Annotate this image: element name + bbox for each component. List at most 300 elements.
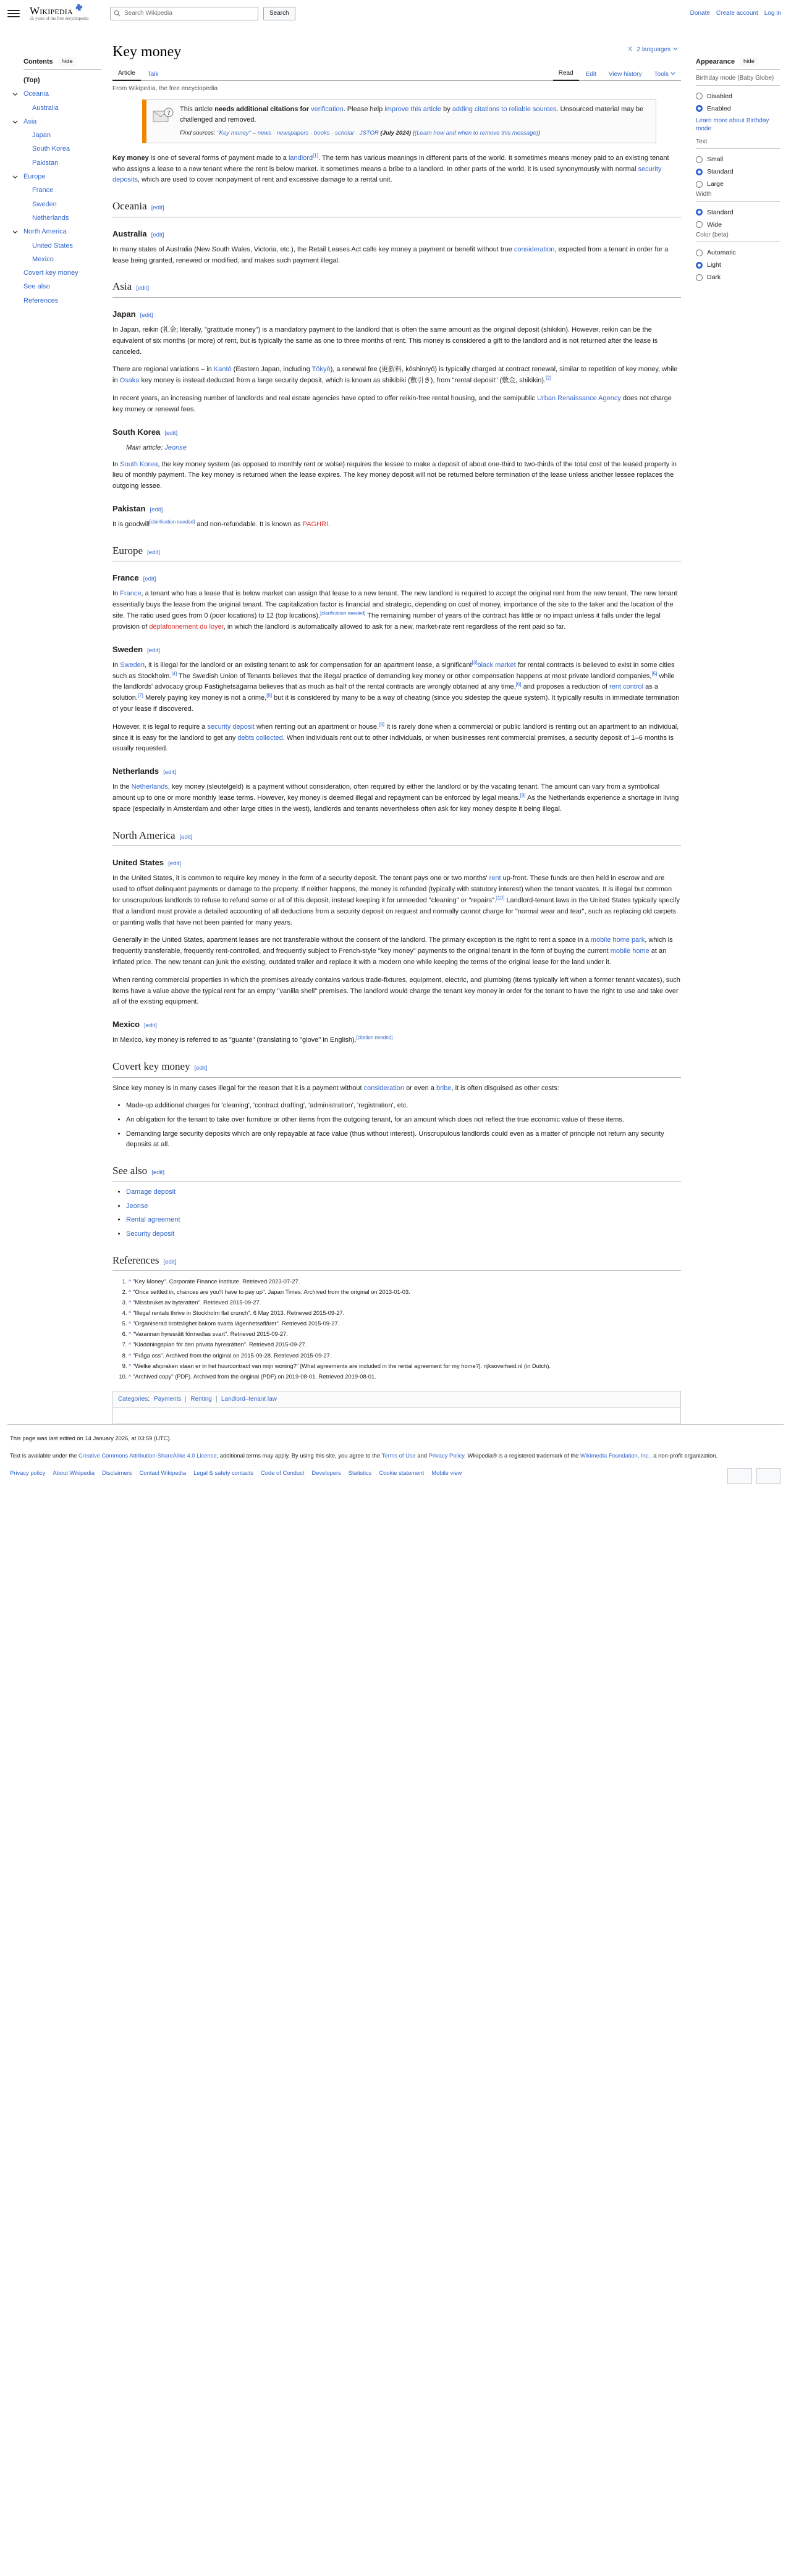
table-of-contents (7, 27, 101, 308)
mobile-home-park-link[interactable]: mobile home park (590, 936, 645, 944)
wikimedia-foundation-link[interactable]: Wikimedia Foundation, Inc. (580, 1451, 651, 1459)
security-deposits-link[interactable]: security deposits (112, 165, 662, 184)
site-header (0, 0, 791, 27)
page-body (0, 27, 791, 1424)
france-paragraph: In France, a tenant who has a lease that is below market can assign that lease to a new tenant. The new landlord is required to accept the original rent from the new tenant. The new tenant essentially buys the lease from the original tenant. The capitalization factor is financial and strategic, depending on cost of money, importance of the site to the taker and the location of the site. The ratio used goes from 0 (poor locations) to 12 (top locations).[clarification needed] The remaining number of years of the contract has little or no impact unless it falls under the legal provision of déplafonnement du loyer, in which the landlord is automatically allowed to ask for a new, market-rate rent regardless of the rent paid so far. (112, 590, 677, 631)
toc-item (7, 294, 101, 308)
footer-link[interactable]: Developers (311, 1469, 341, 1476)
radio-button[interactable] (696, 169, 703, 175)
tools-label: Tools (654, 70, 669, 78)
covert-paragraph: Since key money is in many cases illegal for the reason that it is a payment without consideration or even a bribe, it is often disguised as other costs: (112, 1084, 559, 1092)
category-item (216, 1396, 281, 1403)
jeonse-link[interactable]: Jeonse (164, 443, 187, 451)
sweden-paragraph-2: However, it is legal to require a security deposit when renting out an apartment or house.[8] It is rarely done when a commercial or public landlord is renting out an apartment to an individual, since it is easy for the landlord to get any debts collected. When individuals rent out to other individuals, or when businesses rent commercial premises, a security deposit of 1–6 months is usually requested. (112, 721, 679, 753)
find-books-link[interactable]: books (313, 129, 330, 136)
license-text: Text is available under the Creative Commons Attribution-ShareAlike 4.0 License; additional terms may apply. By using this site, you agree to the Terms of Use and Privacy Policy. Wikipedia® is a registered trademark of the Wikimedia Foundation, Inc., a non-profit organization. (10, 1451, 717, 1459)
appearance-divider (696, 241, 780, 242)
search-input[interactable] (110, 7, 258, 20)
site-subtitle: From Wikipedia, the free encyclopedia (112, 85, 218, 92)
radio-button[interactable] (696, 156, 703, 163)
heading-sweden: Sweden [edit] (112, 643, 681, 656)
toc-link-covert-key-money[interactable]: Covert key money (23, 269, 78, 277)
clarification-needed-france[interactable]: [clarification needed] (320, 610, 366, 616)
heading-asia: Asia [edit] (112, 278, 681, 298)
toc-link-oceania[interactable]: Oceania (23, 90, 49, 98)
footer-links (10, 1468, 462, 1478)
footer-link[interactable]: Mobile view (431, 1469, 462, 1476)
heading-australia: Australia [edit] (112, 227, 681, 240)
view-tabs (553, 67, 681, 80)
reference-item (129, 1298, 681, 1307)
notice-date: (July 2024) (380, 129, 412, 136)
see-also-link[interactable]: Jeonse (126, 1202, 148, 1210)
radio-button[interactable] (696, 250, 703, 256)
footer-link[interactable]: Contact Wikipedia (139, 1469, 187, 1476)
find-jstor-link[interactable]: JSTOR (359, 129, 379, 136)
toc-link-australia[interactable]: Australia (32, 104, 59, 112)
edit-section-pakistan[interactable]: [edit] (150, 506, 163, 513)
edit-section-covert[interactable]: [edit] (194, 1065, 208, 1072)
reference-item (129, 1319, 681, 1328)
appearance-option-label: Light (707, 261, 721, 269)
ref-backlink[interactable]: ^ (129, 1309, 133, 1317)
toc-item (7, 87, 101, 101)
japan-paragraph-1: In Japan, reikin (礼金; literally, "gratitude money") is a mandatory payment to the landlord that is often the same amount as the original deposit (shikikin). However, reikin can be the equivalent of six months (or more) of rent, but is typically the same as one to three months of rent. This money is considered a gift to the landlord and is not returned after the lease is canceled. (112, 325, 658, 356)
reference-item (129, 1277, 681, 1286)
radio-button[interactable] (696, 181, 703, 188)
appearance-option-label: Large (707, 180, 724, 188)
reference-text: "Once settled in, chances are you'll have to pay up". Japan Times. Archived from the original on 2013-01-03. (133, 1288, 410, 1296)
site-footer (7, 1424, 784, 1503)
edit-section-oceania[interactable]: [edit] (151, 204, 164, 212)
appearance-panel (692, 27, 784, 283)
appearance-option-large[interactable] (692, 178, 784, 190)
footer-link[interactable]: Code of Conduct (261, 1469, 305, 1476)
verification-link[interactable]: verification (311, 105, 344, 113)
pakistan-paragraph: It is goodwill[clarification needed] and non-refundable. It is known as PAGHRI. (112, 519, 331, 528)
find-prefix: Find sources: (180, 129, 218, 136)
black-market-link[interactable]: black market (477, 661, 516, 669)
chevron-down-icon (673, 46, 678, 53)
find-scholar-link[interactable]: scholar (335, 129, 355, 136)
toc-divider (23, 69, 101, 70)
tab-read[interactable]: Read (553, 67, 579, 81)
reference-text: "Kladdningsplan för den privata hyresrätten". Retrieved 2015-09-27. (133, 1341, 307, 1348)
remove-message-note: ((Learn how and when to remove this message)) (412, 129, 541, 136)
tab-tools[interactable] (649, 69, 681, 81)
terms-of-use-link[interactable]: Terms of Use (381, 1451, 416, 1459)
categories-label[interactable]: Categories (118, 1395, 148, 1403)
reference-list (112, 1277, 681, 1380)
toc-link-europe[interactable]: Europe (23, 173, 46, 181)
see-also-list (112, 1187, 681, 1240)
appearance-divider (696, 69, 780, 70)
ref-7[interactable]: [7] (137, 692, 143, 699)
reference-item (129, 1351, 681, 1360)
netherlands-paragraph: In the Netherlands, key money (sleutelgeld) is a payment without consideration, often required by either the landlord or by the vacating tenant. The amount can vary from a symbolical amount up to one or more monthly lease terms. However, key money is deemed illegal and repayment can be enforced by legal means.[9] As the Netherlands experience a shortage in living space (especially in Amsterdam and other large cities in the west), landlords and tenants nevertheless often ask for key money despite it being illegal. (112, 783, 679, 813)
donate-link[interactable]: Donate (690, 10, 710, 17)
radio-button[interactable] (696, 105, 703, 112)
appearance-option-label: Dark (707, 274, 721, 281)
toc-list (7, 73, 101, 308)
toc-item (7, 183, 101, 197)
remove-message-link[interactable]: (Learn how and when to remove this message) (415, 129, 538, 136)
user-links (690, 10, 784, 17)
appearance-option-standard[interactable] (692, 206, 784, 219)
appearance-option-label: Small (707, 156, 724, 163)
appearance-group-label: Color (beta) (696, 231, 729, 238)
ref-backlink[interactable]: ^ (129, 1330, 133, 1338)
paghri-link[interactable]: PAGHRI (302, 521, 328, 528)
notice-line-d: . Unsourced material may be challenged and removed. (180, 105, 644, 124)
radio-button[interactable] (696, 93, 703, 99)
edit-section-south-korea[interactable]: [edit] (164, 429, 178, 437)
svg-text:?: ? (167, 109, 171, 117)
heading-japan: Japan [edit] (112, 308, 681, 321)
footer-badges (727, 1468, 781, 1484)
tab-view-history[interactable]: View history (608, 70, 642, 78)
see-also-link[interactable]: Rental agreement (126, 1216, 180, 1224)
list-item (126, 1187, 681, 1198)
reference-item (129, 1372, 681, 1381)
toc-item (7, 128, 101, 142)
list-item: • Made-up additional charges for 'cleaning', 'contract drafting', 'administration', 'registration', etc. (126, 1101, 681, 1112)
security-deposit-link[interactable]: security deposit (207, 723, 255, 731)
main-menu-icon[interactable] (7, 7, 20, 20)
appearance-group-label: Birthday mode (Baby Globe) (696, 75, 774, 82)
reference-text: "Key Money". Corporate Finance Institute. Retrieved 2023-07-27. (133, 1278, 300, 1285)
heading-see-also: See also [edit] (112, 1162, 681, 1182)
reference-text: "Fråga oss". Archived from the original on 2015-09-28. Retrieved 2015-09-27. (133, 1351, 332, 1359)
appearance-hide-button[interactable]: hide (740, 57, 758, 66)
chevron-down-icon[interactable] (12, 229, 18, 235)
category-link[interactable]: Payments (153, 1395, 182, 1403)
find-newspapers-link[interactable]: newspapers (276, 129, 309, 136)
list-item: • An obligation for the tenant to take over furniture or other items from the outgoing tenant, for an amount which does not reflect the true economic value of these items. (126, 1115, 681, 1126)
heading-france: France [edit] (112, 571, 681, 584)
toc-item (7, 239, 101, 253)
rent-link[interactable]: rent (489, 875, 501, 883)
radio-button[interactable] (696, 209, 703, 216)
notice-icon (153, 104, 174, 127)
chevron-down-icon[interactable] (12, 119, 18, 125)
appearance-header (692, 57, 784, 69)
appearance-option-standard[interactable] (692, 166, 784, 178)
improve-article-link[interactable]: improve this article (384, 105, 442, 113)
reference-text: "Illegal rentals thrive in Stockholm flat crunch". 6 May 2013. Retrieved 2015-09-27. (133, 1309, 345, 1317)
hidden-categories-area (112, 1408, 681, 1424)
license-link[interactable]: Creative Commons Attribution-ShareAlike 4.0 License (78, 1451, 217, 1459)
japan-paragraph-2: There are regional variations – in Kantō (Eastern Japan, including Tōkyō), a renewal fee (更新料, kōshinryō) is typically charged at contract renewal, similar to repetition of key money, while in Osaka key money is instead deducted from a large security deposit, which is known as shikibiki (敷引き), from "rental deposit" (敷金, shikikin).[2] (112, 366, 678, 385)
landlord-link[interactable]: landlord (288, 154, 313, 162)
edit-section-japan[interactable]: [edit] (140, 311, 153, 319)
reference-text: "Missbruket av byteratten". Retrieved 2015-09-27. (133, 1299, 261, 1306)
ref-backlink[interactable]: ^ (129, 1278, 133, 1285)
appearance-groups (692, 74, 784, 283)
last-edited-text: This page was last edited on 14 January 2026, at 03:59 (UTC). (10, 1434, 172, 1441)
ref-9[interactable]: [9] (520, 792, 526, 799)
covert-list (112, 1101, 681, 1150)
wikimedia-badge[interactable] (727, 1468, 752, 1484)
hatnote-main-article: Main article: Jeonse (126, 443, 187, 451)
appearance-option-light[interactable] (692, 259, 784, 271)
categories-bar: Categories: Payments Renting Landlord–tenant law (112, 1391, 681, 1408)
reference-item (129, 1287, 681, 1296)
consideration-link-2[interactable]: consideration (363, 1084, 405, 1092)
toc-link-mexico[interactable]: Mexico (32, 255, 54, 263)
add-citations-link[interactable]: adding citations to reliable sources (452, 105, 557, 113)
heading-south-korea: South Korea [edit] (112, 426, 681, 438)
appearance-option-small[interactable] (692, 153, 784, 166)
edit-section-europe[interactable]: [edit] (147, 548, 160, 556)
ref-5[interactable]: [5] (651, 670, 658, 676)
citation-needed-notice (142, 99, 656, 143)
toc-link-pakistan[interactable]: Pakistan (32, 159, 59, 167)
toc-item (7, 115, 101, 128)
namespace-tabs (112, 67, 164, 80)
ref-8b[interactable]: [8] (379, 721, 384, 728)
consideration-link[interactable]: consideration (514, 245, 555, 253)
list-item: • Demanding large security deposits which are only repayable at face value (thus without interest). Unscrupulous landlords could even as a matter of principle not return any security deposits at all. (126, 1129, 681, 1151)
toc-link-sweden[interactable]: Sweden (32, 200, 57, 208)
netherlands-link[interactable]: Netherlands (131, 783, 168, 791)
toc-item (7, 170, 101, 183)
toc-item (7, 101, 101, 115)
australia-paragraph: In many states of Australia (New South Wales, Victoria, etc.), the Retail Leases Act calls key money a payment or benefit without true consideration, expected from a tenant in order for a lease being granted, renewed or modified, and makes such payment illegal. (112, 245, 669, 264)
edit-section-see-also[interactable]: [edit] (151, 1168, 164, 1176)
edit-section-united-states[interactable]: [edit] (168, 860, 181, 868)
bribe-link[interactable]: bribe (436, 1084, 452, 1092)
category-list (151, 1396, 281, 1403)
appearance-option-automatic[interactable] (692, 246, 784, 259)
language-switcher-button[interactable] (624, 43, 682, 56)
radio-button[interactable] (696, 262, 703, 269)
france-link[interactable]: France (120, 590, 142, 598)
footer-link[interactable]: Legal & safety contacts (193, 1469, 254, 1476)
category-link[interactable]: Renting (190, 1395, 212, 1403)
toc-title: Contents (23, 57, 53, 65)
privacy-policy-link[interactable]: Privacy Policy (428, 1451, 465, 1459)
category-link[interactable]: Landlord–tenant law (221, 1395, 277, 1403)
toc-link-netherlands[interactable]: Netherlands (32, 214, 69, 222)
ref-backlink[interactable]: ^ (129, 1299, 133, 1306)
toc-header (7, 57, 101, 69)
heading-mexico: Mexico [edit] (112, 1018, 681, 1031)
toc-link-asia[interactable]: Asia (23, 117, 37, 125)
toc-hide-button[interactable]: hide (58, 57, 77, 66)
heading-pakistan: Pakistan [edit] (112, 502, 681, 515)
chevron-down-icon[interactable] (12, 91, 18, 97)
reference-text: "Archived copy" (PDF). Archived from the original (PDF) on 2019-08-01. Retrieved 2019-08-01. (133, 1372, 376, 1380)
tokyo-link[interactable]: Tōkyō (311, 366, 331, 374)
edit-section-australia[interactable]: [edit] (151, 231, 164, 238)
toc-item (7, 211, 101, 225)
ref-3[interactable]: [3] (472, 660, 478, 666)
ref-backlink[interactable]: ^ (129, 1320, 133, 1327)
category-item (185, 1396, 216, 1403)
appearance-divider (696, 85, 780, 86)
edit-section-references[interactable]: [edit] (163, 1258, 177, 1265)
ref-6[interactable]: [6] (515, 681, 522, 687)
appearance-group-label: Text (696, 138, 708, 145)
ref-backlink[interactable]: ^ (129, 1341, 133, 1348)
reference-item (129, 1329, 681, 1338)
toc-item (7, 156, 101, 170)
svg-text:25: 25 (80, 8, 83, 12)
radio-button[interactable] (696, 221, 703, 228)
category-item (151, 1396, 185, 1403)
edit-section-asia[interactable]: [edit] (136, 285, 149, 292)
lead-paragraph: Key money is one of several forms of payment made to a landlord[1]. The term has various meanings in different parts of the world. It sometimes means money paid to an existing tenant who assigns a lease to a new tenant where the rent is below market. It sometimes means a bribe to a landlord. In other parts of the world, it is used synonymously with normal security deposits, which are used to cover nonpayment of rent and excessive damage to a rental unit. (112, 153, 669, 184)
heading-europe: Europe [edit] (112, 542, 681, 562)
appearance-learn-more-link[interactable]: Learn more about Birthday mode (696, 117, 769, 132)
toc-link-see-also[interactable]: See also (23, 283, 50, 291)
language-icon (627, 45, 635, 54)
heading-united-states: United States [edit] (112, 856, 681, 869)
notice-line-a: This article (180, 105, 215, 113)
wordmark-tagline: 25 years of the free encyclopedia (30, 15, 89, 21)
edit-section-mexico[interactable]: [edit] (144, 1022, 157, 1030)
appearance-option-dark[interactable] (692, 271, 784, 283)
mobile-home-link[interactable]: mobile home (610, 947, 649, 955)
tab-talk[interactable]: Talk (147, 70, 159, 78)
toc-item (7, 142, 101, 156)
ref-backlink[interactable]: ^ (129, 1351, 133, 1359)
find-news-link[interactable]: news (257, 129, 272, 136)
citation-needed-mexico[interactable]: [citation needed] (356, 1034, 393, 1041)
heading-oceania: Oceania [edit] (112, 198, 681, 217)
toc-link-references[interactable]: References (23, 296, 59, 304)
toc-item (7, 253, 101, 266)
toc-link-france[interactable]: France (32, 187, 54, 195)
language-count-label: 2 languages (637, 46, 670, 53)
edit-section-netherlands[interactable]: [edit] (163, 769, 176, 776)
list-item (126, 1229, 681, 1240)
svg-text:文: 文 (627, 45, 633, 52)
ref-backlink[interactable]: ^ (129, 1372, 133, 1380)
south-korea-paragraph: In South Korea, the key money system (as opposed to monthly rent or wolse) requires the lessee to make a deposit of about one-third to two-thirds of the total cost of the leased property in lieu of monthly payment. The key money is returned when the lease expires. The key money deposit will not be returned before termination of the lease unless another lessee replaces the outgoing lessee. (112, 460, 677, 490)
edit-section-france[interactable]: [edit] (143, 576, 156, 583)
appearance-option-label: Automatic (707, 249, 736, 256)
see-also-link[interactable]: Security deposit (126, 1230, 175, 1238)
heading-references: References [edit] (112, 1252, 681, 1272)
lead-term: Key money (112, 154, 149, 162)
toc-item (7, 198, 101, 211)
search-button[interactable]: Search (263, 7, 295, 20)
wordmark-text: Wikipedia (30, 4, 73, 17)
article-content (101, 27, 692, 1424)
wikipedia-logo[interactable] (30, 6, 101, 21)
south-korea-link[interactable]: South Korea (120, 460, 158, 468)
appearance-option-label: Enabled (707, 104, 731, 112)
toc-link-north-america[interactable]: North America (23, 228, 67, 236)
appearance-divider (696, 148, 780, 149)
reference-item (129, 1361, 681, 1370)
reference-text: "Organiserad brottslighet bakom svarta lägenhetsaffärer". Retrieved 2015-09-27. (133, 1320, 340, 1327)
heading-netherlands: Netherlands [edit] (112, 765, 681, 778)
ref-backlink[interactable]: ^ (129, 1362, 133, 1369)
chevron-down-icon (670, 71, 675, 78)
toc-link-south-korea[interactable]: South Korea (32, 145, 70, 153)
footer-bottom-row (10, 1468, 781, 1484)
tab-article[interactable]: Article (112, 67, 141, 81)
appearance-option-label: Disabled (707, 92, 732, 100)
appearance-option-label: Standard (707, 208, 734, 216)
toc-link-japan[interactable]: Japan (32, 132, 51, 140)
reference-item (129, 1340, 681, 1349)
footer-link[interactable]: Disclaimers (102, 1469, 132, 1476)
us-paragraph-3: When renting commercial properties in which the premises already contains various trade-fixtures, equipment, electric, and plumbing (items typically left when a former tenant vacates), such items have a value above the typical rent for an empty "vanilla shell" premises. The landlord would charge the tenant key money in order for the tenant to have the right to use and take over all of the existing equipment. (112, 976, 680, 1006)
login-link[interactable]: Log in (764, 10, 781, 17)
deplafonnement-link[interactable]: déplafonnement du loyer (149, 623, 224, 631)
mexico-paragraph: In Mexico, key money is referred to as "guante" (translating to "glove" in English).[citation needed] (112, 1034, 393, 1044)
debts-collected-link[interactable]: debts collected (237, 734, 283, 742)
toc-item (7, 73, 101, 87)
appearance-option-enabled[interactable] (692, 103, 784, 115)
toc-link-top[interactable]: (Top) (23, 77, 40, 84)
osaka-link[interactable]: Osaka (119, 377, 140, 385)
toc-item (7, 225, 101, 238)
ref-1[interactable]: [1] (313, 153, 318, 159)
notice-text (180, 104, 649, 138)
search-container (110, 7, 258, 20)
footer-link[interactable]: Cookie statement (379, 1469, 425, 1476)
edit-section-north-america[interactable]: [edit] (179, 833, 193, 841)
radio-button[interactable] (696, 274, 703, 281)
toc-link-united-states[interactable]: United States (32, 241, 74, 250)
appearance-divider (696, 201, 780, 202)
footer-link[interactable]: Statistics (348, 1469, 372, 1476)
notice-line-b: . Please help (343, 105, 385, 113)
ref-8[interactable]: [8] (266, 692, 273, 699)
toc-item (7, 266, 101, 280)
footer-link[interactable]: About Wikipedia (53, 1469, 95, 1476)
ref-4[interactable]: [4] (171, 670, 177, 676)
footer-link[interactable]: Privacy policy (10, 1469, 46, 1476)
us-paragraph-1: In the United States, it is common to require key money in the form of a security deposit. The tenant pays one or two months' rent up-front. These funds are then held in escrow and are used to offset delinquent payments or damage to the property. If neither happens, the money is refunded (typically with statutory interest) when the tenant vacates. It is illegal but common for unscrupulous landlords to refuse to refund some or all of this deposit, instead keeping it for unneeded "cleaning" or "repairs".[10] Landlord-tenant laws in the United States typically specify that a landlord must provide a detailed accounting of all deductions from a security deposit on request and normally cannot charge for "normal wear and tear", such as replacing old carpets or painting walls that have not been painted for many years. (112, 875, 680, 926)
page-title: Key money (112, 44, 182, 60)
puzzle-globe-icon (74, 4, 83, 13)
tab-edit[interactable]: Edit (585, 70, 596, 78)
appearance-option-label: Standard (707, 168, 734, 175)
notice-line-c: by (441, 105, 452, 113)
create-account-link[interactable]: Create account (716, 10, 758, 17)
reference-item (129, 1308, 681, 1317)
list-item (126, 1201, 681, 1212)
ura-link[interactable]: Urban Renaissance Agency (537, 395, 621, 403)
sweden-link[interactable]: Sweden (120, 661, 145, 669)
appearance-option-wide[interactable] (692, 219, 784, 231)
appearance-option-disabled[interactable] (692, 90, 784, 103)
sweden-paragraph-1: In Sweden, it is illegal for the landlord or an existing tenant to ask for compensation for an apartment lease, a significant[3]black market for rental contracts is believed to exist in some cities such as Stockholm.[4] The Swedish Union of Tenants believes that the illegal practice of demanding key money or other compensation happens at most private landlord companies,[5] while the landlords' advocacy group Fastighetsägarna believes that as much as half of the rental contracts are wrongly obtained at any time,[6] and proposes a reduction of rent control as a solution.[7] Merely paying key money is not a crime,[8] but it is considered by many to be a way of cheating (since you sidestep the queue system). It typically results in immediate termination of your lease if discovered. (112, 660, 680, 713)
find-title-link[interactable]: "Key money" (217, 129, 252, 136)
japan-paragraph-3: In recent years, an increasing number of landlords and real estate agencies have opted to offer reikin-free rental housing, and the semipublic Urban Renaissance Agency does not charge key money or renewal fees. (112, 395, 672, 413)
see-also-link[interactable]: Damage deposit (126, 1188, 176, 1196)
rent-control-link[interactable]: rent control (609, 683, 644, 691)
reference-text: "Welke afspraken staan er in het huurcontract van mijn woning?" [What agreements are included in the rental agreement for my home?]. rijksoverheid.nl (in Dutch). (133, 1362, 551, 1369)
clarification-needed-pakistan[interactable]: [clarification needed] (149, 519, 195, 525)
ref-backlink[interactable]: ^ (129, 1288, 133, 1296)
appearance-option-label: Wide (707, 220, 722, 229)
ref-10[interactable]: [10] (496, 895, 505, 901)
kanto-link[interactable]: Kantō (213, 366, 232, 374)
heading-covert-key-money: Covert key money [edit] (112, 1058, 681, 1078)
notice-bold-a: needs additional citations for (214, 105, 311, 113)
chevron-down-icon[interactable] (12, 174, 18, 180)
mediawiki-badge[interactable] (756, 1468, 781, 1484)
ref-2[interactable]: [2] (546, 375, 551, 381)
edit-section-sweden[interactable]: [edit] (147, 647, 160, 654)
